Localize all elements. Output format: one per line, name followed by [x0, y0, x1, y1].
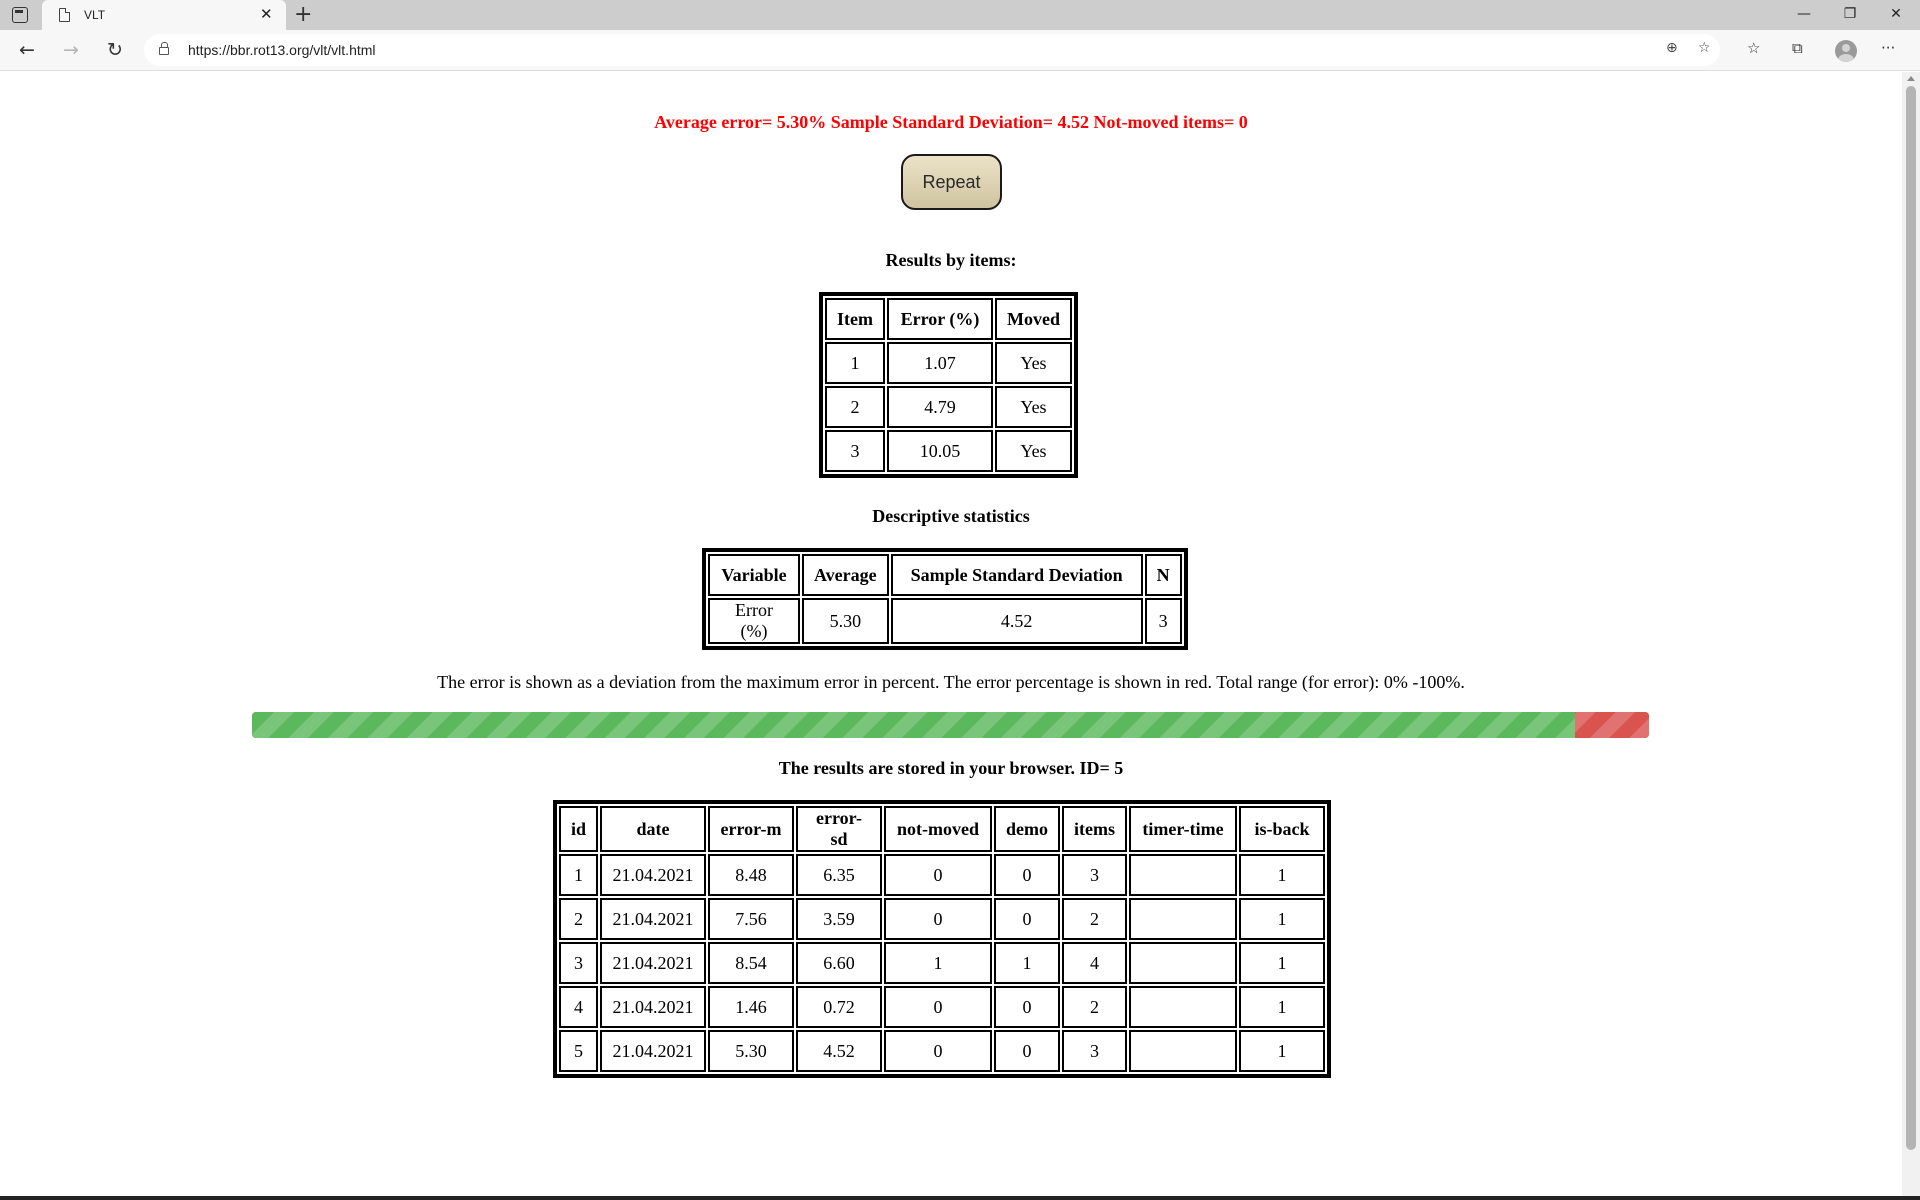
table-cell: 21.04.2021 — [600, 1030, 706, 1072]
reload-icon[interactable]: ↻ — [107, 39, 123, 61]
stats-table — [702, 548, 1188, 650]
table-cell: 5.30 — [708, 1030, 794, 1072]
column-header: timer-time — [1129, 806, 1237, 852]
error-progress-bar — [252, 712, 1649, 738]
new-tab-icon[interactable]: + — [294, 2, 313, 27]
column-header: error-sd — [796, 806, 882, 852]
table-cell: 4.79 — [887, 386, 993, 428]
repeat-button[interactable]: Repeat — [901, 154, 1002, 210]
table-cell: 1 — [884, 942, 992, 984]
table-cell: 1 — [1239, 942, 1325, 984]
table-row — [559, 942, 1325, 984]
collections-icon[interactable]: ⧉ — [1792, 39, 1803, 57]
url-text[interactable]: https://bbr.rot13.org/vlt/vlt.html — [188, 42, 376, 58]
browser-toolbar — [0, 30, 1920, 71]
table-cell: 3 — [1062, 854, 1127, 896]
table-header-row — [825, 298, 1072, 340]
error-note: The error is shown as a deviation from the maximum error in percent. The error percentage is shown in red. Total range (for error): 0% -100%. — [437, 672, 1465, 692]
table-cell: 1 — [1239, 1030, 1325, 1072]
table-cell: 4.52 — [891, 598, 1143, 644]
table-cell — [1129, 854, 1237, 896]
table-cell: 1 — [559, 854, 598, 896]
table-cell: Yes — [995, 386, 1072, 428]
table-cell: 1.07 — [887, 342, 993, 384]
column-header: id — [559, 806, 598, 852]
tab-title: VLT — [84, 8, 106, 22]
table-cell: 4 — [559, 986, 598, 1028]
column-header: items — [1062, 806, 1127, 852]
error-bar-good-segment — [252, 712, 1575, 738]
table-cell: 0 — [994, 1030, 1060, 1072]
table-cell: 3 — [559, 942, 598, 984]
column-header: Average — [802, 554, 889, 596]
forward-icon[interactable]: → — [63, 39, 79, 61]
table-cell: Yes — [995, 430, 1072, 472]
summary-line: Average error= 5.30% Sample Standard Deviation= 4.52 Not-moved items= 0 — [654, 112, 1248, 132]
table-cell: 10.05 — [887, 430, 993, 472]
table-cell — [1129, 1030, 1237, 1072]
tab-vlt[interactable] — [42, 0, 286, 30]
table-cell: Error (%) — [708, 598, 800, 644]
table-header-row — [559, 806, 1325, 852]
table-cell: 3 — [825, 430, 885, 472]
column-header: demo — [994, 806, 1060, 852]
scroll-up-icon[interactable] — [1907, 76, 1915, 81]
close-window-button[interactable]: ✕ — [1890, 6, 1902, 22]
stats-heading: Descriptive statistics — [872, 506, 1030, 526]
table-cell: 1.46 — [708, 986, 794, 1028]
table-row — [559, 854, 1325, 896]
table-cell: 1 — [1239, 898, 1325, 940]
table-cell: 21.04.2021 — [600, 854, 706, 896]
table-cell: 8.54 — [708, 942, 794, 984]
restore-button[interactable]: ❐ — [1843, 6, 1857, 22]
table-cell: 3 — [1062, 1030, 1127, 1072]
table-cell: 2 — [559, 898, 598, 940]
table-cell: 0 — [994, 898, 1060, 940]
table-row — [559, 1030, 1325, 1072]
bottom-edge — [0, 1196, 1920, 1200]
error-bar-error-segment — [1575, 712, 1649, 738]
table-header-row — [708, 554, 1182, 596]
table-row — [559, 986, 1325, 1028]
column-header: Sample Standard Deviation — [891, 554, 1143, 596]
table-cell: 21.04.2021 — [600, 898, 706, 940]
stored-results-table — [553, 800, 1331, 1078]
table-cell: 0.72 — [796, 986, 882, 1028]
table-cell — [1129, 942, 1237, 984]
column-header: date — [600, 806, 706, 852]
table-row — [559, 898, 1325, 940]
table-cell: 7.56 — [708, 898, 794, 940]
table-cell: 0 — [884, 986, 992, 1028]
table-cell: 2 — [1062, 986, 1127, 1028]
scroll-thumb[interactable] — [1906, 86, 1916, 1150]
stored-heading: The results are stored in your browser. ID= 5 — [778, 758, 1124, 778]
table-cell: 1 — [825, 342, 885, 384]
table-cell: 5.30 — [802, 598, 889, 644]
table-cell: 0 — [994, 854, 1060, 896]
table-cell: 3.59 — [796, 898, 882, 940]
column-header: Variable — [708, 554, 800, 596]
profile-avatar[interactable] — [1835, 40, 1857, 62]
page-scrollbar[interactable] — [1902, 72, 1920, 1200]
back-icon[interactable]: ← — [19, 39, 35, 61]
table-cell: 3 — [1145, 598, 1182, 644]
table-cell: 1 — [994, 942, 1060, 984]
column-header: is-back — [1239, 806, 1325, 852]
table-cell: 1 — [1239, 854, 1325, 896]
table-cell: 6.60 — [796, 942, 882, 984]
minimize-button[interactable]: — — [1797, 6, 1811, 22]
table-cell: 0 — [884, 854, 992, 896]
table-cell: 0 — [994, 986, 1060, 1028]
table-cell — [1129, 986, 1237, 1028]
table-cell: 4 — [1062, 942, 1127, 984]
table-cell: 21.04.2021 — [600, 942, 706, 984]
column-header: not-moved — [884, 806, 992, 852]
table-cell: 5 — [559, 1030, 598, 1072]
address-bar[interactable] — [144, 34, 1720, 66]
add-favorite-icon[interactable]: ☆ — [1698, 40, 1711, 56]
zoom-icon[interactable]: ⊕ — [1666, 40, 1678, 56]
table-row — [708, 598, 1182, 644]
table-row — [825, 430, 1072, 472]
column-header: N — [1145, 554, 1182, 596]
lock-icon[interactable] — [159, 47, 169, 55]
column-header: error-m — [708, 806, 794, 852]
tab-bar — [0, 0, 1920, 30]
table-row — [825, 386, 1072, 428]
close-tab-icon[interactable]: ✕ — [260, 5, 273, 23]
more-menu-icon[interactable]: ··· — [1881, 39, 1896, 57]
page-content — [0, 72, 1902, 1200]
table-cell: 0 — [884, 1030, 992, 1072]
items-heading: Results by items: — [885, 250, 1017, 270]
table-cell: 0 — [884, 898, 992, 940]
column-header: Error (%) — [887, 298, 993, 340]
items-table — [819, 292, 1078, 478]
table-cell: 2 — [1062, 898, 1127, 940]
favorites-icon[interactable]: ☆ — [1747, 39, 1761, 57]
tab-actions-icon[interactable] — [12, 7, 28, 23]
table-row — [825, 342, 1072, 384]
table-cell: 21.04.2021 — [600, 986, 706, 1028]
table-cell: 1 — [1239, 986, 1325, 1028]
page-icon — [59, 8, 70, 22]
table-cell: 8.48 — [708, 854, 794, 896]
table-cell — [1129, 898, 1237, 940]
column-header: Item — [825, 298, 885, 340]
table-cell: Yes — [995, 342, 1072, 384]
table-cell: 2 — [825, 386, 885, 428]
table-cell: 6.35 — [796, 854, 882, 896]
column-header: Moved — [995, 298, 1072, 340]
table-cell: 4.52 — [796, 1030, 882, 1072]
